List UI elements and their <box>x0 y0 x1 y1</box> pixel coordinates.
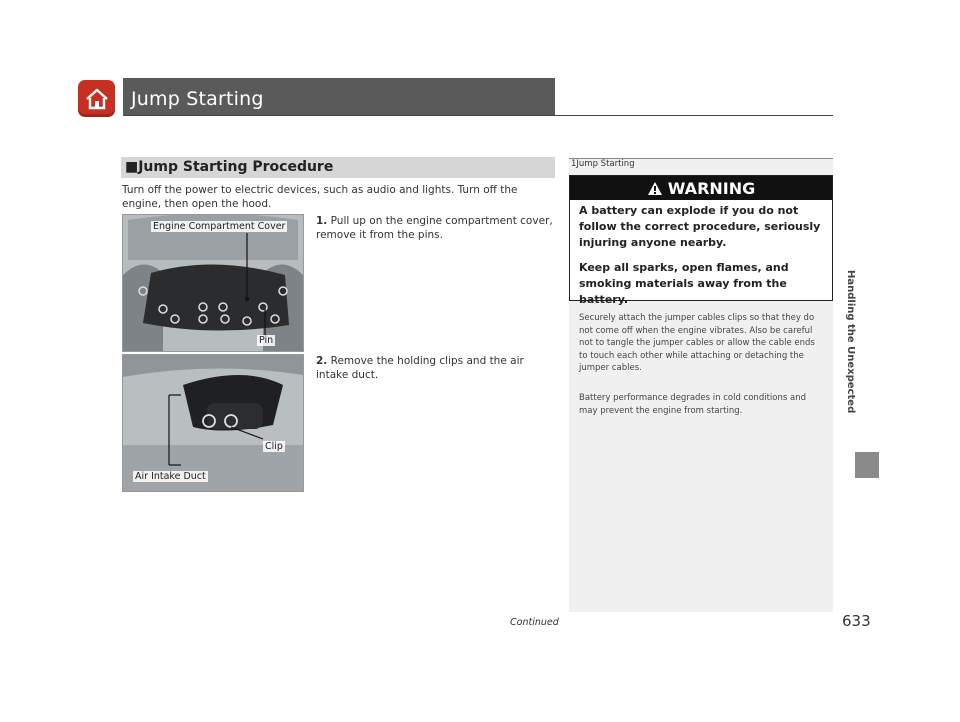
label-clip: Clip <box>265 441 283 452</box>
warning-title: WARNING <box>667 178 756 198</box>
home-icon <box>84 87 110 111</box>
step-2 <box>316 354 556 382</box>
label-engine-compartment-cover: Engine Compartment Cover <box>153 221 286 232</box>
step-1 <box>316 214 556 242</box>
label-pin: Pin <box>259 335 274 346</box>
intro-text: Turn off the power to electric devices, such as audio and lights. Turn off the engine, then open the hood. <box>122 184 518 210</box>
engine-cover-illustration <box>123 215 303 351</box>
title-divider <box>123 115 833 116</box>
page-title: Jump Starting <box>131 88 264 110</box>
warning-paragraph-1: A battery can explode if you do not follow the correct procedure, seriously injuring anyone nearby. <box>579 204 821 249</box>
step-2-number: 2. <box>316 355 328 367</box>
warning-icon <box>647 181 663 196</box>
sidebar-ref-title: 1Jump Starting <box>571 159 635 169</box>
section-header <box>121 157 555 178</box>
step-2-text: Remove the holding clips and the air intake duct. <box>316 355 524 381</box>
page-number: 633 <box>842 612 871 630</box>
label-air-intake-duct: Air Intake Duct <box>135 471 206 482</box>
chapter-tab-label: Handling the Unexpected <box>845 270 856 414</box>
note-paragraph-1: Securely attach the jumper cables clips so that they do not come off when the engine vibrates. Also be careful not to tangle the jumper cables or allow the cable ends to touch each other while attaching or detaching the jumper cables. <box>579 313 815 373</box>
continued-label: Continued <box>510 617 559 628</box>
note-paragraph-2: Battery performance degrades in cold conditions and may prevent the engine from starting. <box>579 393 806 416</box>
page-title-bar <box>123 78 555 115</box>
engine-cover-photo <box>122 214 304 352</box>
warning-header <box>570 176 832 200</box>
chapter-tab[interactable] <box>855 452 879 478</box>
air-intake-photo <box>122 354 304 492</box>
step-1-number: 1. <box>316 215 328 227</box>
sidebar-ref <box>569 158 833 169</box>
step-1-text: Pull up on the engine compartment cover, remove it from the pins. <box>316 215 553 241</box>
section-title: ■Jump Starting Procedure <box>125 159 334 175</box>
home-button[interactable] <box>78 80 115 117</box>
warning-paragraph-2: Keep all sparks, open flames, and smoking materials away from the battery. <box>579 261 789 306</box>
